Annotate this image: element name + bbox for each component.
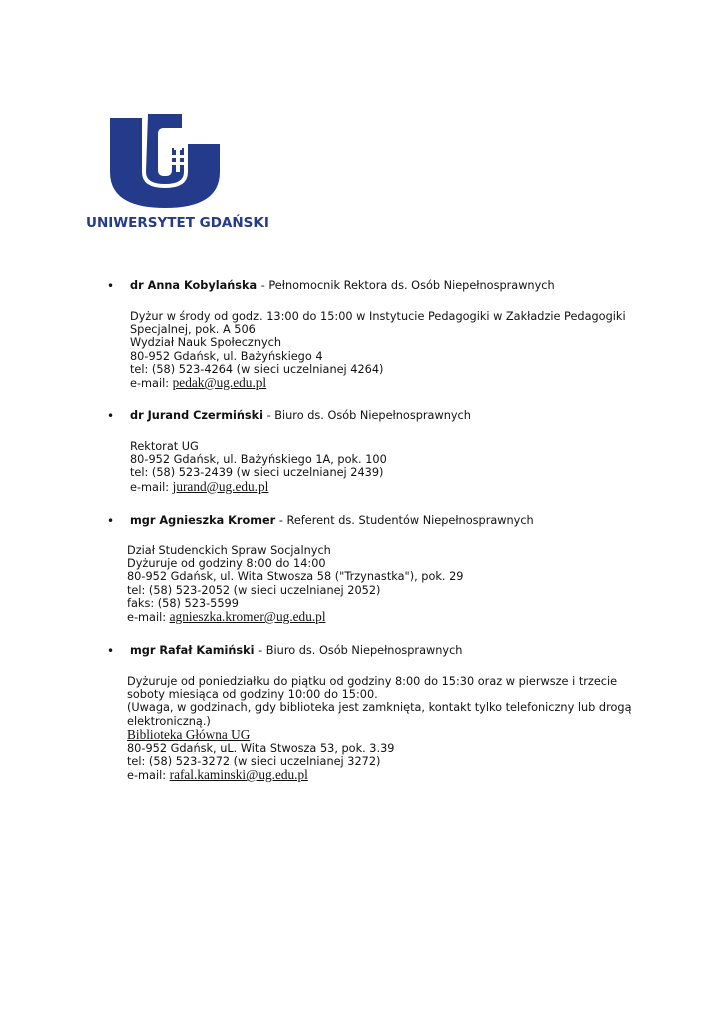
contact-heading xyxy=(130,514,534,527)
contact-name: dr Anna Kobylańska xyxy=(130,279,258,292)
detail-line: Wydział Nauk Społecznych xyxy=(130,336,282,350)
detail-line: tel: (58) 523-4264 (w sieci uczelnianej 4264) xyxy=(130,362,384,376)
email-link[interactable]: agnieszka.kromer@ug.edu.pl xyxy=(169,608,326,624)
detail-line: 80-952 Gdańsk, ul. Bażyńskiego 1A, pok. 100 xyxy=(130,453,387,467)
detail-line: 80-952 Gdańsk, ul. Bażyńskiego 4 xyxy=(130,349,323,363)
contact-details xyxy=(130,310,626,389)
contact-role: - Pełnomocnik Rektora ds. Osób Niepełnosprawnych xyxy=(257,279,555,292)
detail-line: Rektorat UG xyxy=(130,440,199,453)
contact-details xyxy=(127,675,632,781)
contact-name: dr Jurand Czermiński xyxy=(130,409,263,422)
email-line xyxy=(127,610,464,623)
detail-line: tel: (58) 523-2052 (w sieci uczelnianej 2052) xyxy=(127,583,381,597)
logo-wordmark: UNIWERSYTET GDAŃSKI xyxy=(86,215,269,231)
detail-line: Dyżuruje od poniedziałku do piątku od godziny 8:00 do 15:30 oraz w pierwsze i trzecie xyxy=(127,675,618,688)
email-link[interactable]: pedak@ug.edu.pl xyxy=(172,374,267,390)
contact-heading xyxy=(130,409,471,422)
detail-line: faks: (58) 523-5599 xyxy=(127,596,239,610)
email-label: e-mail: xyxy=(130,376,173,390)
detail-line: Dział Studenckich Spraw Socjalnych xyxy=(127,544,331,557)
detail-line: tel: (58) 523-3272 (w sieci uczelnianej 3272) xyxy=(127,754,381,768)
university-emblem-icon xyxy=(106,114,224,210)
email-label: e-mail: xyxy=(127,769,170,783)
detail-line: elektroniczną.) xyxy=(127,714,211,728)
contact-role: - Referent ds. Studentów Niepełnosprawnych xyxy=(275,514,534,527)
contact-role: - Biuro ds. Osób Niepełnosprawnych xyxy=(254,644,463,657)
email-line xyxy=(127,768,632,781)
contact-role: - Biuro ds. Osób Niepełnosprawnych xyxy=(263,409,471,422)
detail-line: Dyżur w środy od godz. 13:00 do 15:00 w Instytucie Pedagogiki w Zakładzie Pedagogiki xyxy=(130,310,626,323)
email-label: e-mail: xyxy=(127,610,170,624)
contact-details xyxy=(127,544,464,623)
contact-name: mgr Rafał Kamiński xyxy=(130,644,255,657)
detail-line: soboty miesiąca od godziny 10:00 do 15:00. xyxy=(127,688,378,702)
email-label: e-mail: xyxy=(130,480,173,494)
detail-line: tel: (58) 523-2439 (w sieci uczelnianej 2439) xyxy=(130,466,384,480)
contact-details xyxy=(130,440,387,493)
email-link[interactable]: jurand@ug.edu.pl xyxy=(172,478,269,494)
bullet-icon: • xyxy=(107,279,115,293)
bullet-icon: • xyxy=(107,514,115,528)
detail-line: Specjalnej, pok. A 506 xyxy=(130,323,256,337)
library-link[interactable]: Biblioteka Główna UG xyxy=(127,726,251,742)
contact-heading xyxy=(130,644,462,657)
detail-line: 80-952 Gdańsk, uL. Wita Stwosza 53, pok. 3.39 xyxy=(127,741,395,755)
detail-line: Dyżuruje od godziny 8:00 do 14:00 xyxy=(127,557,326,571)
detail-line: 80-952 Gdańsk, ul. Wita Stwosza 58 ("Trzynastka"), pok. 29 xyxy=(127,570,464,584)
email-line xyxy=(130,480,387,493)
bullet-icon: • xyxy=(107,409,115,423)
contact-name: mgr Agnieszka Kromer xyxy=(130,514,276,527)
detail-line: (Uwaga, w godzinach, gdy biblioteka jest zamknięta, kontakt tylko telefoniczny lub drogą xyxy=(127,701,632,715)
university-logo xyxy=(86,114,269,234)
contact-heading xyxy=(130,279,555,292)
bullet-icon: • xyxy=(107,644,115,658)
email-line xyxy=(130,376,626,389)
email-link[interactable]: rafal.kaminski@ug.edu.pl xyxy=(169,767,308,783)
